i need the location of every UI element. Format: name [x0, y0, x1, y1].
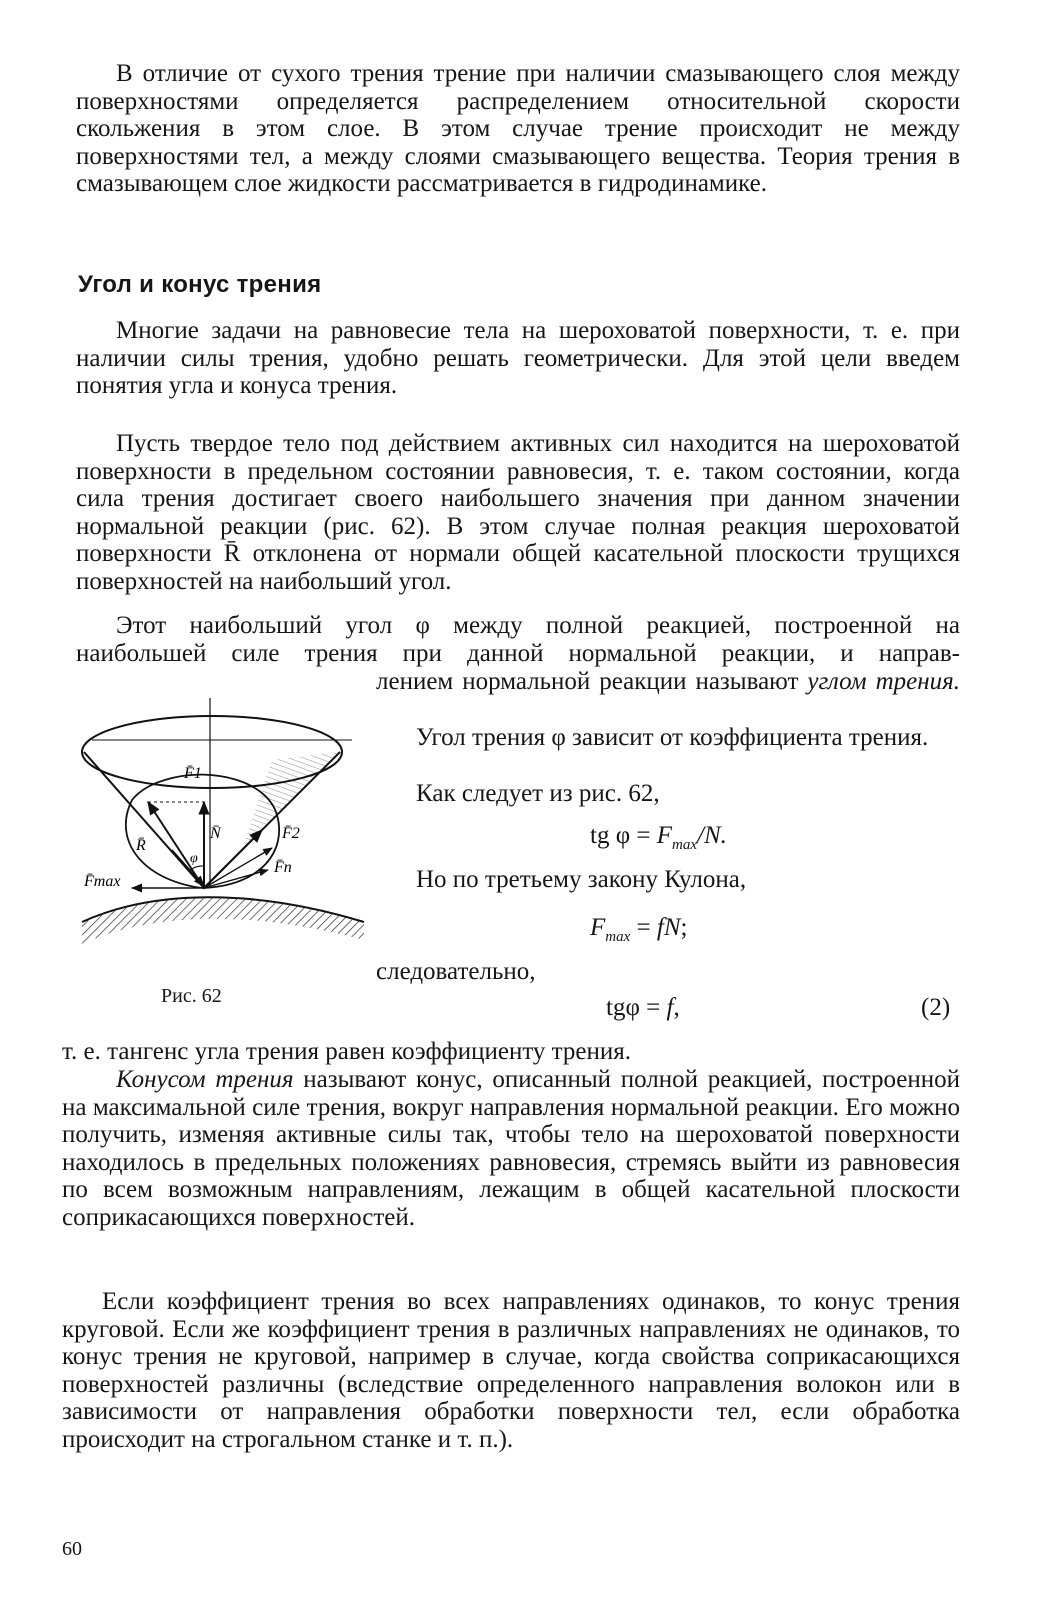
paragraph-angle-line2: наибольшей силе трения при данной нормальной реакции, и направ- — [76, 640, 960, 667]
formula-fmax: $F_{max}$ = fN; — [590, 914, 688, 945]
formula-tg-phi: tg $\varphi = F_{max}/N$. — [590, 822, 727, 853]
friction-cone-diagram — [72, 690, 372, 958]
label-phi: φ — [190, 851, 198, 866]
paragraph-angle-depends: Угол трения φ зависит от коэффициента трения. — [416, 724, 929, 751]
vector-R — [148, 802, 204, 888]
paragraph-dry-friction: В отличие от сухого трения трение при наличии смазывающего слоя между поверхностями определяется распределением относительной скорости скольжения в этом слое. В этом случае трение происходит не между поверхностями тел, а между слоями смазывающего вещества. Теория трения в смазывающем слое жидкости рассматривается в гидродинамике. — [76, 60, 960, 198]
equation-number: (2) — [921, 994, 951, 1021]
paragraph-cone — [62, 1066, 960, 1232]
page-number: 60 — [62, 1538, 82, 1560]
paragraph-angle-rest — [376, 668, 960, 696]
label-R: R̄ — [136, 837, 146, 854]
angle-text: лением нормальной реакции называют — [376, 668, 799, 695]
label-Fmax: F̄max — [84, 873, 121, 890]
label-N: N̄ — [210, 825, 221, 842]
label-F1: F̄1 — [184, 765, 202, 782]
paragraph-limit-state: Пусть твердое тело под действием активных сил находится на шероховатой поверхности в предельном состоянии равновесия, т. е. таком состоянии, когда сила трения достигает своего наибольшего значения при данном значении нормальной реакции (рис. 62). В этом случае полная реакция шероховатой поверхности R̄ отклонена от нормали общей касательной плоскости трущихся поверхностей на наибольший угол. — [76, 430, 960, 595]
paragraph-circular-cone: Если коэффициент трения во всех направлениях одинаков, то конус трения круговой. Если же коэффициент трения в различных направлениях не одинаков, то конус трения не круговой, например в случае, когда свойства соприкасающихся поверхностей различны (вследствие определенного направления волокон или в зависимости от направления обработки поверхности тел, если обработка происходит на строгальном станке и т. п.). — [62, 1288, 960, 1453]
label-Fn: F̄n — [274, 859, 292, 876]
section-heading: Угол и конус трения — [78, 271, 322, 298]
paragraph-intro: Многие задачи на равновесие тела на шероховатой поверхности, т. е. при наличии силы трения, удобно решать геометрически. Для этой цели введем понятия угла и конуса трения. — [76, 317, 960, 400]
paragraph-from-fig: Как следует из рис. 62, — [416, 780, 660, 807]
figure-caption: Рис. 62 — [161, 985, 222, 1007]
surface-hatching — [82, 897, 364, 944]
cone-term: Конусом трения — [116, 1066, 294, 1093]
label-F2: F̄2 — [282, 825, 300, 842]
formula-tg-phi-f: tgφ = f, — [606, 994, 680, 1021]
angle-term: углом трения. — [807, 668, 961, 695]
vector-F1 — [172, 850, 204, 886]
paragraph-tangent: т. е. тангенс угла трения равен коэффициенту трения. — [62, 1038, 632, 1065]
cone-text: называют конус, описанный полной реакцией, построенной на максимальной силе трения, вокруг направления нормальной реакции. Его можно получить, изменяя активные силы так, чтобы тело на шероховатой поверхности находилось в предельных положениях равновесия, стремясь выйти из равновесия по всем возможным направлениям, лежащим в общей касательной плоскости соприкасающихся поверхностей. — [62, 1066, 960, 1231]
paragraph-coulomb: Но по третьему закону Кулона, — [416, 866, 747, 893]
paragraph-therefore: следовательно, — [376, 958, 536, 985]
figure-friction-cone — [72, 690, 372, 958]
paragraph-angle-line1: Этот наибольший угол φ между полной реакцией, построенной на — [116, 612, 960, 639]
